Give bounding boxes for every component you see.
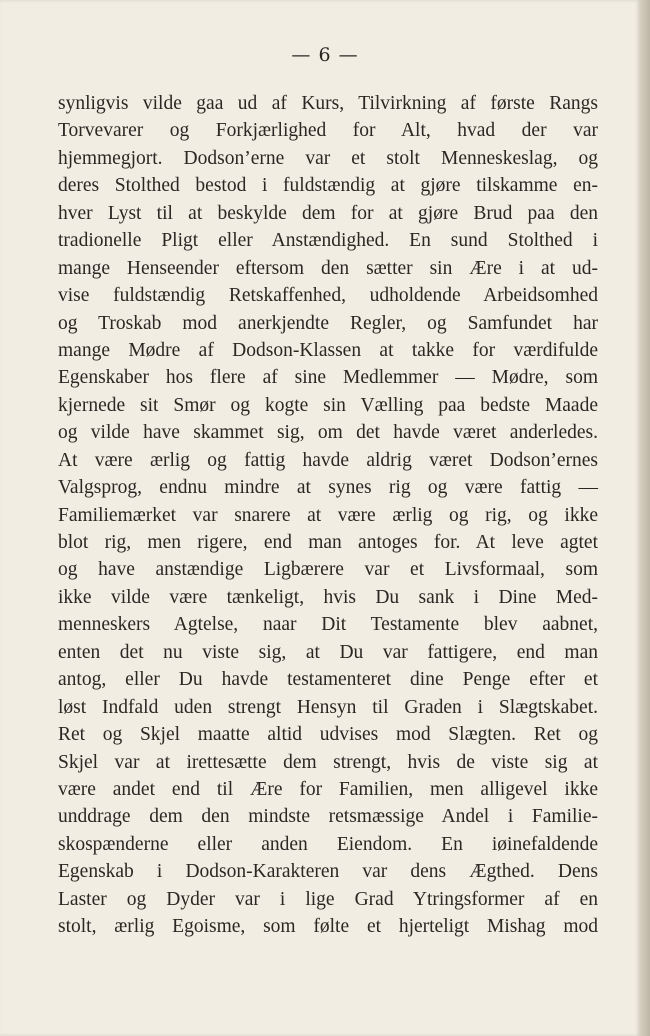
text-line: blot rig, men rigere, end man antoges for. At leve agtet [58,532,598,553]
text-line: løst Indfald uden strengt Hensyn til Graden i Slægtskabet. [58,696,598,718]
text-line: synligvis vilde gaa ud af Kurs, Tilvirkning af første Rangs [58,93,598,114]
page-edge [640,0,650,1036]
text-line: unddrage dem den mindste retsmæssige Andel i Familie- [58,806,598,828]
text-line: mange Mødre af Dodson-Klassen at takke for værdifulde [58,339,598,361]
text-line: Valgsprog, endnu mindre at synes rig og være fattig — [58,477,598,499]
text-line: og vilde have skammet sig, om det havde været anderledes. [58,422,598,444]
text-line: Laster og Dyder var i lige Grad Ytringsformer af en [58,888,598,910]
text-line: Ret og Skjel maatte altid udvises mod Slægten. Ret og [58,724,598,746]
text-line: stolt, ærlig Egoisme, som følte et hjerteligt Mishag mod [58,916,598,938]
text-line: skospænderne eller anden Eiendom. En iøinefaldende [58,833,598,855]
text-line: ikke vilde være tænkeligt, hvis Du sank i Dine Med- [58,586,598,608]
text-line: og have anstændige Ligbærere var et Livsformaal, som [58,559,598,581]
text-line: kjernede sit Smør og kogte sin Vælling paa bedste Maade [58,394,598,416]
body-text [58,90,598,941]
text-line: vise fuldstændig Retskaffenhed, udholdende Arbeidsomhed [58,285,598,307]
text-line: Egenskaber hos flere af sine Medlemmer — Mødre, som [58,367,598,389]
text-line: hver Lyst til at beskylde dem for at gjøre Brud paa den [58,202,598,224]
text-line: og Troskab mod anerkjendte Regler, og Samfundet har [58,312,598,334]
text-line: Familiemærket var snarere at være ærlig og rig, og ikke [58,504,598,526]
text-line: mange Henseender eftersom den sætter sin Ære i at ud- [58,257,598,279]
text-line: Skjel var at irettesætte dem strengt, hvis de viste sig at [58,751,598,773]
text-line: enten det nu viste sig, at Du var fattigere, end man [58,641,598,663]
text-line: menneskers Agtelse, naar Dit Testamente blev aabnet, [58,614,598,636]
text-line: Egenskab i Dodson-Karakteren var dens Ægthed. Dens [58,861,598,883]
text-line: antog, eller Du havde testamenteret dine Penge efter et [58,669,598,691]
page-number: — 6 — [291,44,359,66]
text-line: deres Stolthed bestod i fuldstændig at gjøre tilskamme en- [58,175,598,197]
text-line: hjemmegjort. Dodson’erne var et stolt Menneskeslag, og [58,147,598,169]
text-line: være andet end til Ære for Familien, men alligevel ikke [58,778,598,800]
text-line: tradionelle Pligt eller Anstændighed. En sund Stolthed i [58,230,598,252]
text-line: At være ærlig og fattig havde aldrig været Dodson’ernes [58,449,598,471]
text-line: Torvevarer og Forkjærlighed for Alt, hvad der var [58,120,598,142]
